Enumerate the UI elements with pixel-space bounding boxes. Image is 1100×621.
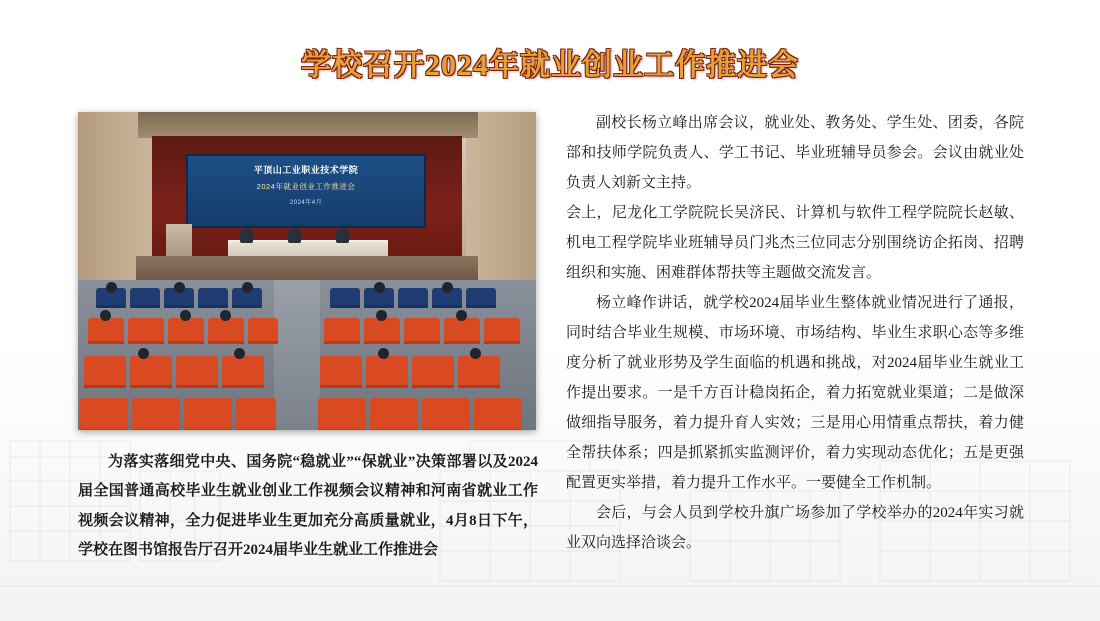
- audience-seat: [458, 356, 500, 388]
- audience-head: [470, 348, 481, 359]
- left-body-text: [78, 448, 538, 565]
- photo-scene: [78, 112, 536, 430]
- right-paragraph-3: 杨立峰作讲话，就学校2024届毕业生整体就业情况进行了通报，同时结合毕业生规模、市场环境、市场结构、毕业生求职心态等多维度分析了就业形势及学生面临的机遇和挑战，对2024届毕业生就业工作提出要求。一是千方百计稳岗拓企，着力拓宽就业渠道；二是做深做细指导服务，着力提升育人实效；三是用心用情重点帮扶，着力健全帮扶体系；四是抓紧抓实监测评价，着力实现动态优化；五是更强配置更实举措，着力提升工作水平。一要健全工作机制。: [566, 295, 1024, 491]
- audience-seat: [422, 398, 470, 430]
- screen-line-3: 2024年4月: [289, 199, 323, 206]
- audience-head: [100, 310, 111, 321]
- audience-seat: [168, 318, 204, 344]
- right-paragraph-1: 副校长杨立峰出席会议，就业处、教务处、学生处、团委，各院部和技师学院负责人、学工书记、毕业班辅导员参会。会议由就业处负责人刘新文主持。: [566, 115, 1024, 191]
- page-title: 学校召开2024年就业创业工作推进会: [301, 49, 799, 82]
- audience-seat: [198, 288, 228, 308]
- audience-head: [138, 348, 149, 359]
- audience-head: [174, 282, 185, 293]
- auditorium-ceiling: [138, 112, 478, 138]
- audience-seat: [370, 398, 418, 430]
- audience-seat: [474, 398, 522, 430]
- audience-seat: [176, 356, 218, 388]
- audience-seat: [444, 318, 480, 344]
- audience-seat: [128, 318, 164, 344]
- left-paragraph: 为落实落细党中央、国务院“稳就业”“保就业”决策部署以及2024届全国普通高校毕业生就业创业工作视频会议精神和河南省就业工作视频会议精神，全力促进毕业生更加充分高质量就业，4月8日下午，学校在图书馆报告厅召开2024届毕业生就业工作推进会: [78, 454, 538, 558]
- stage-person: [288, 228, 301, 243]
- stage-screen: [186, 154, 426, 228]
- audience-seat: [222, 356, 264, 388]
- audience-seat: [236, 398, 276, 430]
- audience-seat: [130, 288, 160, 308]
- audience-seat: [330, 288, 360, 308]
- audience-seat: [484, 318, 520, 344]
- stage-person: [336, 228, 349, 243]
- right-paragraph-4: 会后，与会人员到学校升旗广场参加了学校举办的2024年实习就业双向选择洽谈会。: [566, 505, 1024, 551]
- audience-head: [242, 282, 253, 293]
- audience-seat: [248, 318, 278, 344]
- right-body-text: [566, 108, 1024, 558]
- audience-head: [456, 310, 467, 321]
- screen-line-2: 2024年就业创业工作推进会: [256, 181, 356, 191]
- audience-seat: [318, 398, 366, 430]
- audience-seat: [364, 318, 400, 344]
- audience-seat: [366, 356, 408, 388]
- audience-head: [180, 310, 191, 321]
- center-aisle: [274, 280, 320, 430]
- audience-seat: [320, 356, 362, 388]
- audience-head: [374, 282, 385, 293]
- right-paragraph-2: 会上，尼龙化工学院院长吴济民、计算机与软件工程学院院长赵敏、机电工程学院毕业班辅导员门兆杰三位同志分别围绕访企拓岗、招聘组织和实施、困难群体帮扶等主题做交流发言。: [566, 205, 1024, 281]
- audience-head: [376, 310, 387, 321]
- audience-seat: [130, 356, 172, 388]
- audience-head: [234, 348, 245, 359]
- audience-seat: [132, 398, 180, 430]
- audience-seat: [404, 318, 440, 344]
- audience-seat: [184, 398, 232, 430]
- screen-line-1: 平顶山工业职业技术学院: [253, 165, 359, 175]
- audience-seat: [88, 318, 124, 344]
- audience-head: [220, 310, 231, 321]
- audience-seat: [398, 288, 428, 308]
- audience-seat: [208, 318, 244, 344]
- audience-seat: [84, 356, 126, 388]
- audience-seat: [324, 318, 360, 344]
- stage-person: [240, 228, 253, 243]
- stage-floor: [136, 256, 478, 280]
- meeting-photo: [78, 112, 536, 430]
- audience-seat: [412, 356, 454, 388]
- audience-head: [442, 282, 453, 293]
- audience-seat: [466, 288, 496, 308]
- audience-head: [378, 348, 389, 359]
- audience-head: [106, 282, 117, 293]
- audience-seat: [80, 398, 128, 430]
